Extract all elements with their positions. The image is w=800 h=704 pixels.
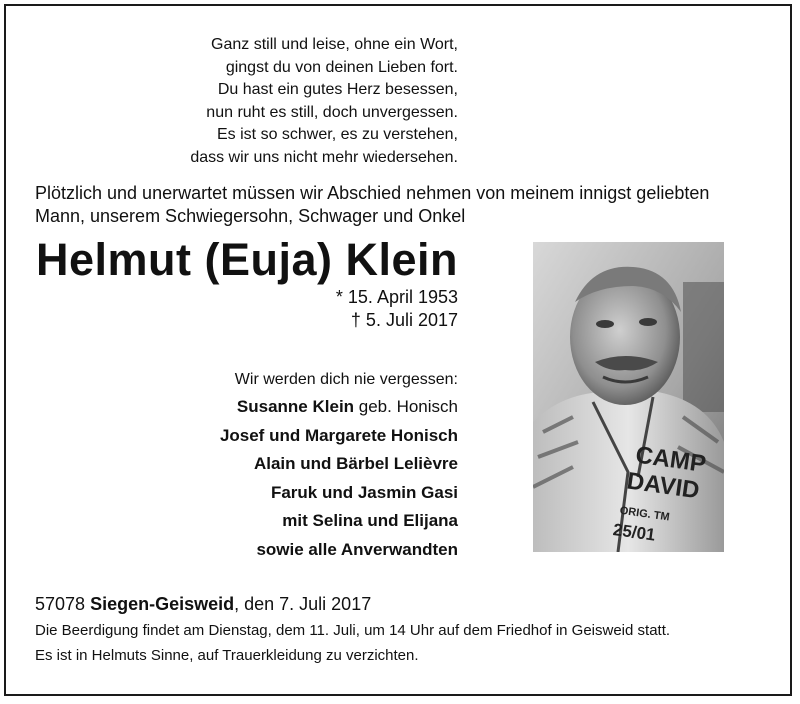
clothing-notice: Es ist in Helmuts Sinne, auf Trauerkleidung zu verzichten. bbox=[35, 647, 419, 664]
mourner-line bbox=[220, 479, 458, 508]
death-date: † 5. Juli 2017 bbox=[350, 310, 458, 330]
mourners-list bbox=[220, 367, 458, 564]
mourner-name: mit Selina und Elijana bbox=[282, 511, 458, 530]
deceased-name: Helmut (Euja) Klein bbox=[35, 234, 458, 285]
mourner-line bbox=[220, 507, 458, 536]
place-and-date bbox=[35, 592, 371, 616]
funeral-notice: Die Beerdigung findet am Dienstag, dem 11. Juli, um 14 Uhr auf dem Friedhof in Geisweid statt. bbox=[35, 622, 671, 639]
intro-line: Mann, unserem Schwiegersohn, Schwager und Onkel bbox=[35, 206, 466, 226]
mourner-line bbox=[220, 422, 458, 451]
portrait-illustration bbox=[533, 242, 724, 552]
mourner-line bbox=[220, 536, 458, 565]
announcement-intro bbox=[35, 182, 775, 228]
poem-line: nun ruht es still, doch unvergessen. bbox=[206, 103, 458, 121]
shirt-print-text: DAVID bbox=[625, 467, 702, 505]
intro-line: Plötzlich und unerwartet müssen wir Abschied nehmen von meinem innigst geliebten bbox=[35, 183, 710, 203]
mourners-intro: Wir werden dich nie vergessen: bbox=[234, 371, 458, 388]
shirt-print-text: 25/01 bbox=[611, 519, 657, 545]
mourner-name: Alain und Bärbel Lelièvre bbox=[253, 454, 458, 473]
poem-line: Du hast ein gutes Herz besessen, bbox=[217, 81, 458, 98]
shirt-print-text: CAMP bbox=[633, 441, 708, 479]
city: Siegen-Geisweid bbox=[90, 594, 235, 614]
mourner-name: Faruk und Jasmin Gasi bbox=[270, 482, 458, 502]
mourner-maiden-name: geb. Honisch bbox=[354, 397, 458, 416]
mourner-name: Josef und Margarete Honisch bbox=[219, 425, 458, 445]
birth-date: * 15. April 1953 bbox=[335, 287, 458, 307]
poem-line: Es ist so schwer, es zu verstehen, bbox=[217, 126, 458, 143]
mourner-name: sowie alle Anverwandten bbox=[256, 539, 458, 559]
poem-line: dass wir uns nicht mehr wiedersehen. bbox=[190, 148, 458, 166]
announcement-date: , den 7. Juli 2017 bbox=[234, 594, 372, 614]
portrait-photo bbox=[533, 242, 724, 552]
shirt-print-text: ORIG. TM bbox=[619, 504, 671, 524]
poem-line: Ganz still und leise, ohne ein Wort, bbox=[211, 36, 458, 53]
mourner-line bbox=[220, 450, 458, 479]
poem-line: gingst du von deinen Lieben fort. bbox=[225, 58, 458, 76]
mourner-name: Susanne Klein bbox=[236, 397, 355, 416]
mourner-line bbox=[220, 393, 458, 422]
life-dates bbox=[336, 286, 458, 332]
memorial-poem bbox=[190, 34, 458, 169]
postcode: 57078 bbox=[35, 594, 91, 614]
